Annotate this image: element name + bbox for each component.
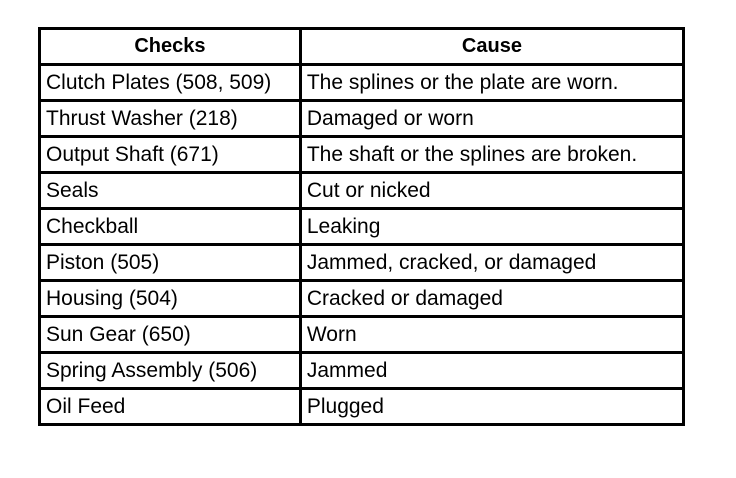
table-row	[40, 281, 684, 317]
cause-cell: Leaking	[300, 209, 683, 245]
check-cell: Clutch Plates (508, 509)	[40, 65, 301, 101]
cause-cell: Cut or nicked	[300, 173, 683, 209]
cause-cell: Damaged or worn	[300, 101, 683, 137]
check-cell: Output Shaft (671)	[40, 137, 301, 173]
column-header-cause: Cause	[300, 29, 683, 65]
table-row	[40, 353, 684, 389]
cause-cell: Plugged	[300, 389, 683, 425]
check-cell: Oil Feed	[40, 389, 301, 425]
table-row	[40, 173, 684, 209]
table-header-row	[40, 29, 684, 65]
cause-cell: Jammed, cracked, or damaged	[300, 245, 683, 281]
checks-cause-table	[38, 27, 685, 426]
check-cell: Checkball	[40, 209, 301, 245]
table-row	[40, 389, 684, 425]
check-cell: Sun Gear (650)	[40, 317, 301, 353]
column-header-checks: Checks	[40, 29, 301, 65]
cause-cell: The splines or the plate are worn.	[300, 65, 683, 101]
cause-cell: Worn	[300, 317, 683, 353]
cause-cell: Cracked or damaged	[300, 281, 683, 317]
table-row	[40, 245, 684, 281]
check-cell: Seals	[40, 173, 301, 209]
table-row	[40, 317, 684, 353]
check-cell: Thrust Washer (218)	[40, 101, 301, 137]
table-row	[40, 209, 684, 245]
table-row	[40, 101, 684, 137]
cause-cell: The shaft or the splines are broken.	[300, 137, 683, 173]
table-row	[40, 137, 684, 173]
check-cell: Piston (505)	[40, 245, 301, 281]
check-cell: Housing (504)	[40, 281, 301, 317]
check-cell: Spring Assembly (506)	[40, 353, 301, 389]
table-row	[40, 65, 684, 101]
cause-cell: Jammed	[300, 353, 683, 389]
